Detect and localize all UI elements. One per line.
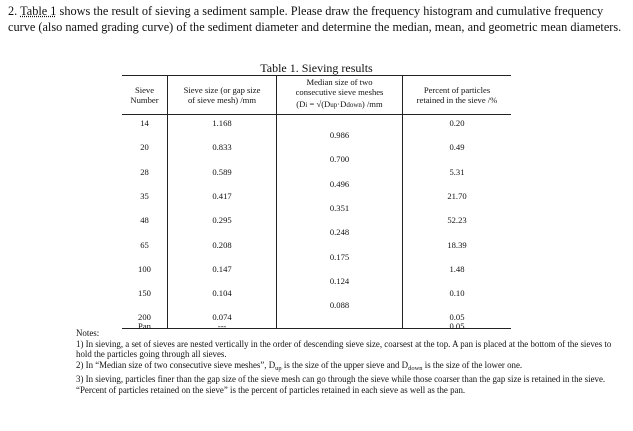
note-1: 1) In sieving, a set of sieves are nested vertically in the order of descending sieve size, coarsest at the top. A pan is placed at the bottom of the sieves to hold the particles going through all sieves. [76,338,612,360]
median-size-cell: 0.496 [329,178,350,189]
median-size-cell: 0.986 [329,130,350,140]
question-number: 2. [8,4,18,18]
pan-percent-cell: 0.05 [449,321,465,332]
note-2: 2) In “Median size of two consecutive sieve meshes”, $D_{up}$ is the size of the upper sieve and $D_{down}$ is the size of the lower one. [76,359,523,372]
median-size-cell: 0.175 [329,251,350,262]
median-size-cell: 0.700 [329,154,350,165]
pan-label-cell: Pan [138,321,151,332]
median-size-cell: 0.248 [329,227,350,238]
sieve-size-cell: 0.417 [212,190,232,201]
sieve-size-cell: 0.074 [212,312,232,323]
percent-retained-cell: 0.10 [449,288,465,299]
percent-retained-cell: 0.05 [449,312,465,323]
pan-size-cell: --- [217,321,227,332]
median-size-cell: 0.124 [329,275,350,286]
sieve-size-cell: 0.147 [212,263,232,274]
percent-retained-cell: 52.23 [447,215,467,226]
header-rule [122,114,511,115]
median-formula: (Di = √(Dup·Ddown) /mm [296,99,383,109]
sieve-size-cell: 0.208 [212,239,232,250]
header-sieve-size: Sieve size (or gap size of sieve mesh) /mm [183,85,261,105]
percent-retained-cell: 5.31 [449,166,465,177]
header-sieve-number: Sieve Number [130,85,159,105]
percent-retained-cell: 0.49 [449,142,465,153]
sieve-number-cell: 48 [140,215,149,226]
table-top-rule [122,75,511,76]
sieve-size-cell: 0.589 [212,166,232,177]
notes-section [76,328,628,396]
sieve-number-cell: 100 [138,263,151,274]
sieve-size-cell: 1.168 [212,118,232,128]
sieve-size-cell: 0.295 [212,215,232,226]
sieve-number-cell: 28 [140,166,149,177]
sieve-number-cell: 200 [138,312,151,323]
sieve-size-cell: 0.104 [212,288,232,299]
sieve-number-cell: 35 [140,190,149,201]
percent-retained-cell: 1.48 [449,263,465,274]
median-size-cell: 0.351 [329,202,350,213]
median-size-cell: 0.088 [329,300,350,311]
sieve-number-cell: 150 [138,288,151,299]
sieve-number-cell: 20 [140,142,149,153]
percent-retained-cell: 18.39 [447,239,467,250]
table-caption: Table 1. Sieving results [260,61,373,75]
table-reference-link[interactable]: Table 1 [20,4,57,18]
header-percent-retained: Percent of particles retained in the sieve /% [416,85,498,105]
question-text [8,3,623,35]
note-3: 3) In sieving, particles finer than the gap size of the sieve mesh can go through the sieve while those coarser than the gap size is retained in the sieve. “Percent of particles retained on the sieve” is the percent of particles retained in each sieve as well as the pan. [76,374,606,395]
sieve-size-cell: 0.833 [212,142,232,153]
percent-retained-cell: 21.70 [447,190,467,201]
percent-retained-cell: 0.20 [449,118,465,128]
question-body: shows the result of sieving a sediment sample. Please draw the frequency histogram and cumulative frequency curve (also named grading curve) of the sediment diameter and determine the median, mean, and geometric mean diameters. [8,4,622,34]
sieve-number-cell: 65 [140,239,149,250]
sieve-number-cell: 14 [140,118,149,128]
header-median-size: Median size of two consecutive sieve meshes (Di = √(Dup·Ddown) /mm [277,77,402,110]
notes-title: Notes: [76,328,100,338]
sieving-results-table [122,75,511,332]
